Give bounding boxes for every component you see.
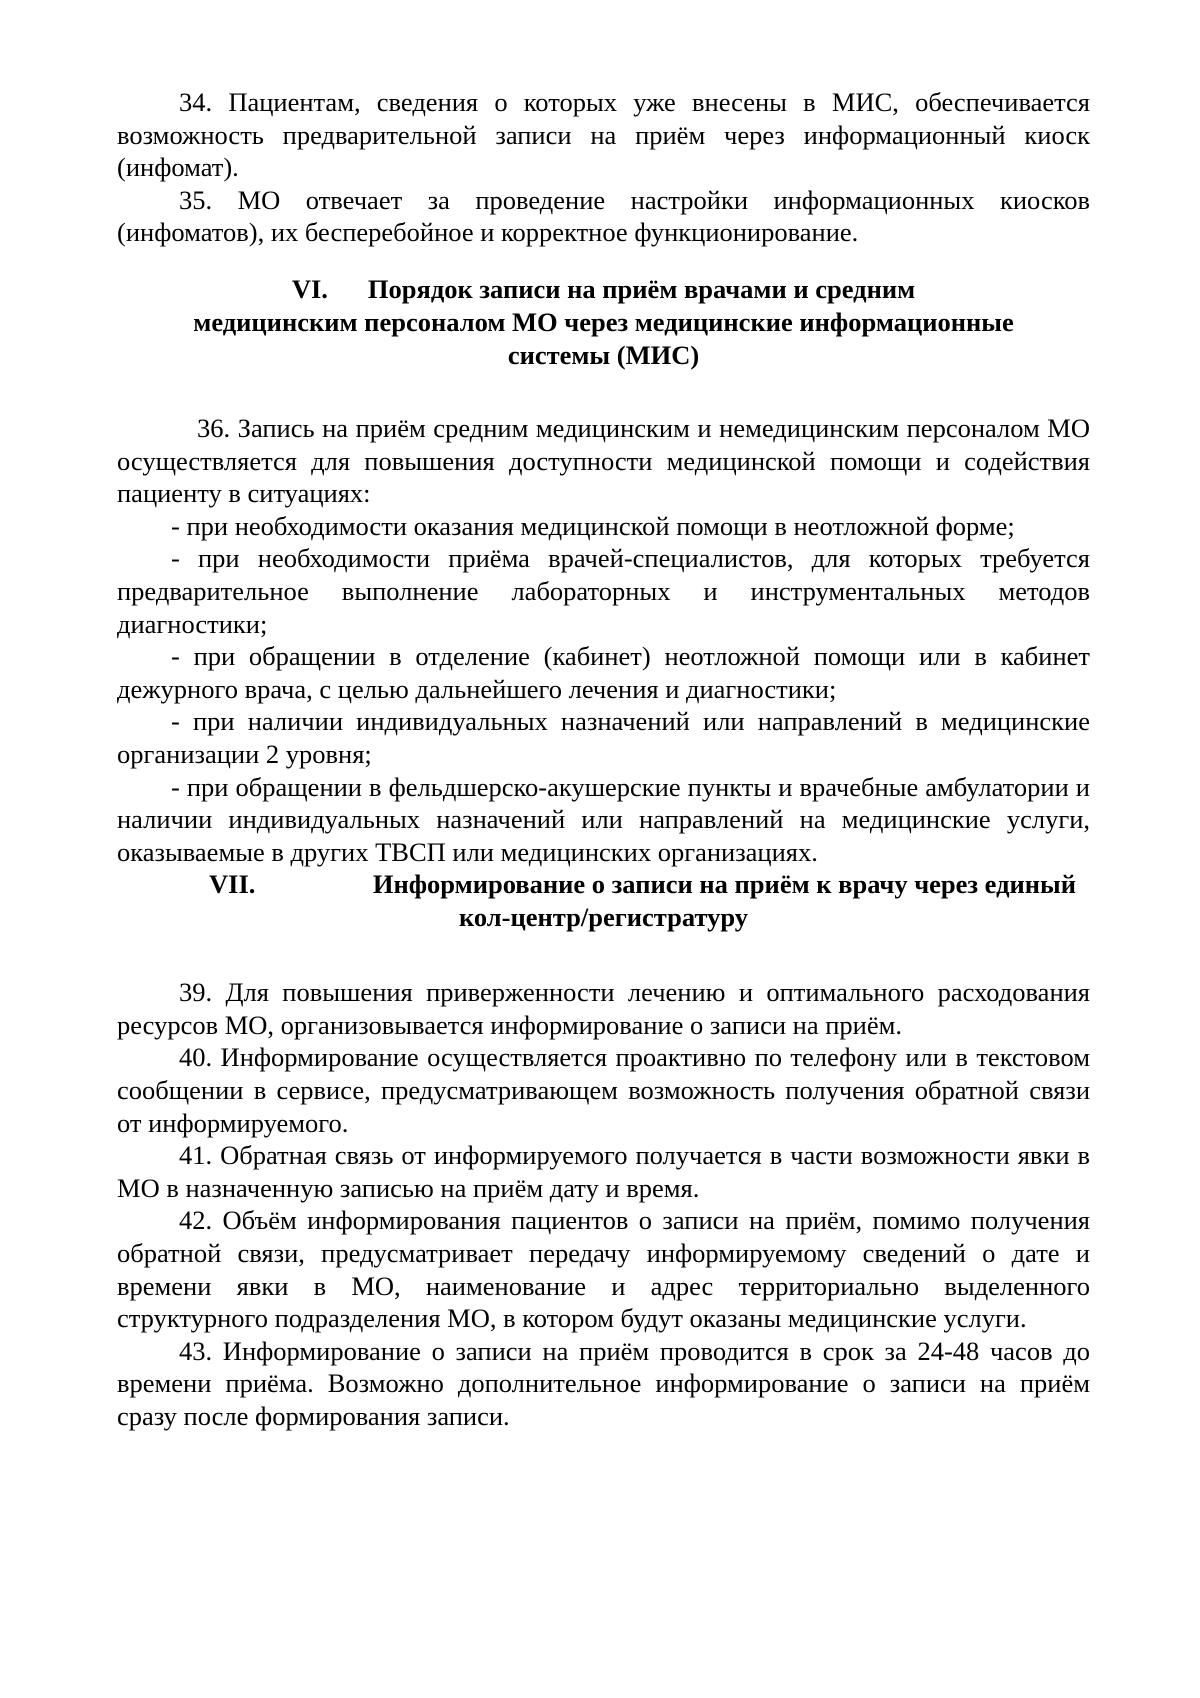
paragraph-34: 34. Пациентам, сведения о которых уже внесены в МИС, обеспечивается возможность предварительной записи на приём через информационный киоск (инфомат). xyxy=(117,87,1090,183)
list-item: - при необходимости приёма врачей-специалистов, для которых требуется предварительное выполнение лабораторных и инструментальных методов диагностики; xyxy=(117,543,1090,639)
paragraph-40: 40. Информирование осуществляется проактивно по телефону или в текстовом сообщении в сервисе, предусматривающем возможность получения обратной связи от информируемого. xyxy=(117,1042,1090,1138)
section-6-heading xyxy=(117,273,1090,372)
section-7-number: VII. xyxy=(209,869,256,900)
paragraph-39: 39. Для повышения приверженности лечению и оптимального расходования ресурсов МО, организовывается информирование о записи на приём. xyxy=(117,977,1090,1040)
section-6-title-line-1: Порядок записи на приём врачами и средним xyxy=(367,273,916,304)
paragraph-36: 36. Запись на приём средним медицинским и немедицинским персоналом МО осуществляется для повышения доступности медицинской помощи и содействия пациенту в ситуациях: xyxy=(117,412,1090,509)
section-7-heading-line-1 xyxy=(117,868,1090,901)
section-7-title-line-2: кол-центр/регистратуру xyxy=(458,902,748,933)
paragraph-42: 42. Объём информирования пациентов о записи на приём, помимо получения обратной связи, предусматривает передачу информируемому сведений о дате и времени явки в МО, наименование и адрес территориально выделенного структурного подразделения МО, в котором будут оказаны медицинские услуги. xyxy=(117,1205,1090,1334)
paragraph-35: 35. МО отвечает за проведение настройки информационных киосков (инфоматов), их бесперебойное и корректное функционирование. xyxy=(117,184,1090,248)
document-page xyxy=(117,86,1090,1433)
section-6-title-line-3: системы (МИС) xyxy=(507,339,700,370)
section-7-title-line-1: Информирование о записи на приём к врачу через единый xyxy=(372,869,1076,900)
paragraph-41: 41. Обратная связь от информируемого получается в части возможности явки в МО в назначенную записью на приём дату и время. xyxy=(117,1140,1090,1203)
section-7-heading xyxy=(117,868,1090,934)
list-item: - при обращении в фельдшерско-акушерские пункты и врачебные амбулатории и наличии индивидуальных назначений или направлений на медицинские услуги, оказываемые в других ТВСП или медицинских организациях. xyxy=(117,771,1090,867)
section-6-heading-line-1 xyxy=(117,273,1090,306)
list-item: - при наличии индивидуальных назначений или направлений в медицинские организации 2 уровня; xyxy=(117,706,1090,769)
section-6-title-line-2: медицинским персоналом МО через медицинские информационные xyxy=(193,306,1014,337)
paragraph-43: 43. Информирование о записи на приём проводится в срок за 24-48 часов до времени приёма. Возможно дополнительное информирование о записи на приём сразу после формирования записи. xyxy=(117,1335,1090,1431)
list-item: - при необходимости оказания медицинской помощи в неотложной форме; xyxy=(171,510,1015,541)
list-item: - при обращении в отделение (кабинет) неотложной помощи или в кабинет дежурного врача, с целью дальнейшего лечения и диагностики; xyxy=(117,641,1090,704)
section-6-number: VI. xyxy=(291,273,328,304)
